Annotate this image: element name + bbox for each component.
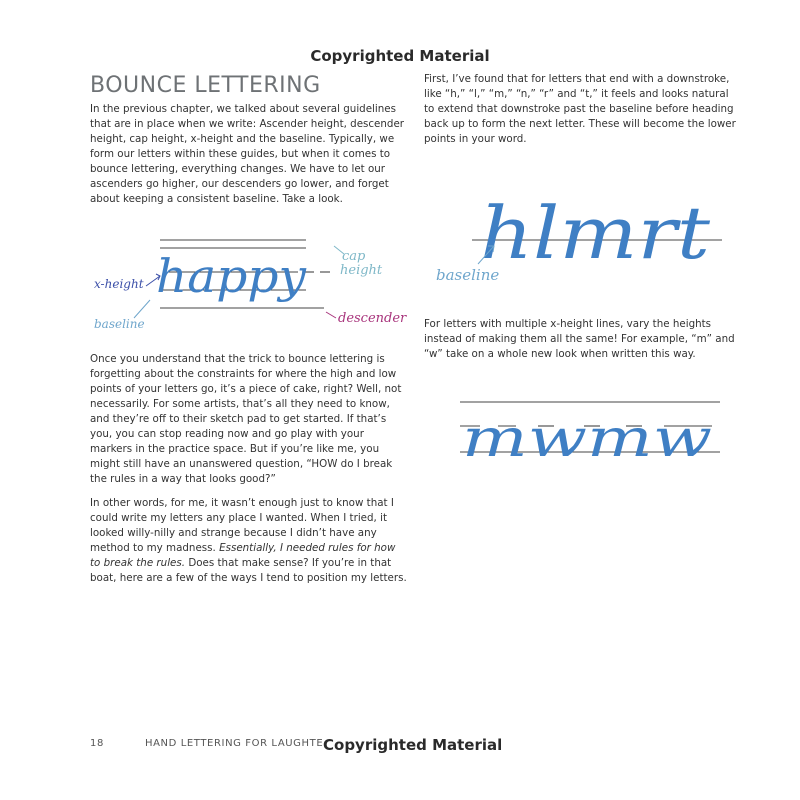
section-heading: BOUNCE LETTERING	[90, 73, 321, 98]
mwmw-lettering-illustration	[450, 388, 730, 478]
paragraph-once-you-understand: Once you understand that the trick to bounce lettering is forgetting about the constraints for where the high and low points of your letters go, it’s a piece of cake, right? Well, not necessarily. For some artists, that’s all they need to know, and they’re off to their sketch pad to get started. If that’s you, you can stop reading now and go play with your markers in the practice space. But if you’re like me, you might still have an unanswered question, “HOW do I break the rules in a way that looks good?”	[90, 353, 402, 485]
paragraph-in-other-words	[90, 496, 408, 586]
footer-book-title: HAND LETTERING FOR LAUGHTE	[145, 738, 324, 749]
happy-lettering-illustration	[88, 228, 408, 340]
x-height-label: x-height	[94, 277, 144, 291]
paragraph-intro: In the previous chapter, we talked about several guidelines that are in place when we write: Ascender height, descender height, cap height, x-height and the baseline. Typically, we form our letters within these guides, but when it comes to bounce lettering, everything changes. We have to let our ascenders go higher, our descenders go lower, and forget about keeping a consistent baseline. Take a look.	[90, 103, 405, 205]
hlmrt-baseline-label: baseline	[436, 266, 500, 284]
happy-word: happy	[156, 249, 308, 303]
hlmrt-word: hlmrt	[480, 191, 712, 275]
watermark-bottom: Copyrighted Material	[323, 736, 503, 754]
mwmw-word: mwmw	[462, 409, 712, 469]
in-other-words-tail: Does that make sense? If you’re in that boat, here are a few of the ways I tend to position my letters.	[90, 557, 407, 584]
descender-label: descender	[338, 311, 407, 326]
watermark-top: Copyrighted Material	[310, 47, 490, 65]
hlmrt-lettering-illustration	[432, 172, 722, 290]
paragraph-multiple-xheight: For letters with multiple x-height lines, vary the heights instead of making them all the same! For example, “m” and “w” take on a whole new look when written this way.	[424, 318, 735, 360]
height-label: height	[340, 263, 383, 278]
baseline-label: baseline	[94, 317, 145, 331]
page-number: 18	[90, 738, 104, 749]
cap-label: cap	[342, 249, 366, 264]
in-other-words-text: In other words, for me, it wasn’t enough just to know that I could write my letters any place I wanted. When I tried, it looked willy-nilly and strange because I didn’t have any method to my madness.	[90, 497, 394, 554]
paragraph-first-downstroke: First, I’ve found that for letters that end with a downstroke, like “h,” “l,” “m,” “n,” “r” and “t,” it feels and looks natural to extend that downstroke past the baseline before heading back up to form the next letter. These will become the lower points in your word.	[424, 73, 736, 145]
rules-emphasis: Essentially, I needed rules for how to break the rules.	[90, 542, 396, 569]
